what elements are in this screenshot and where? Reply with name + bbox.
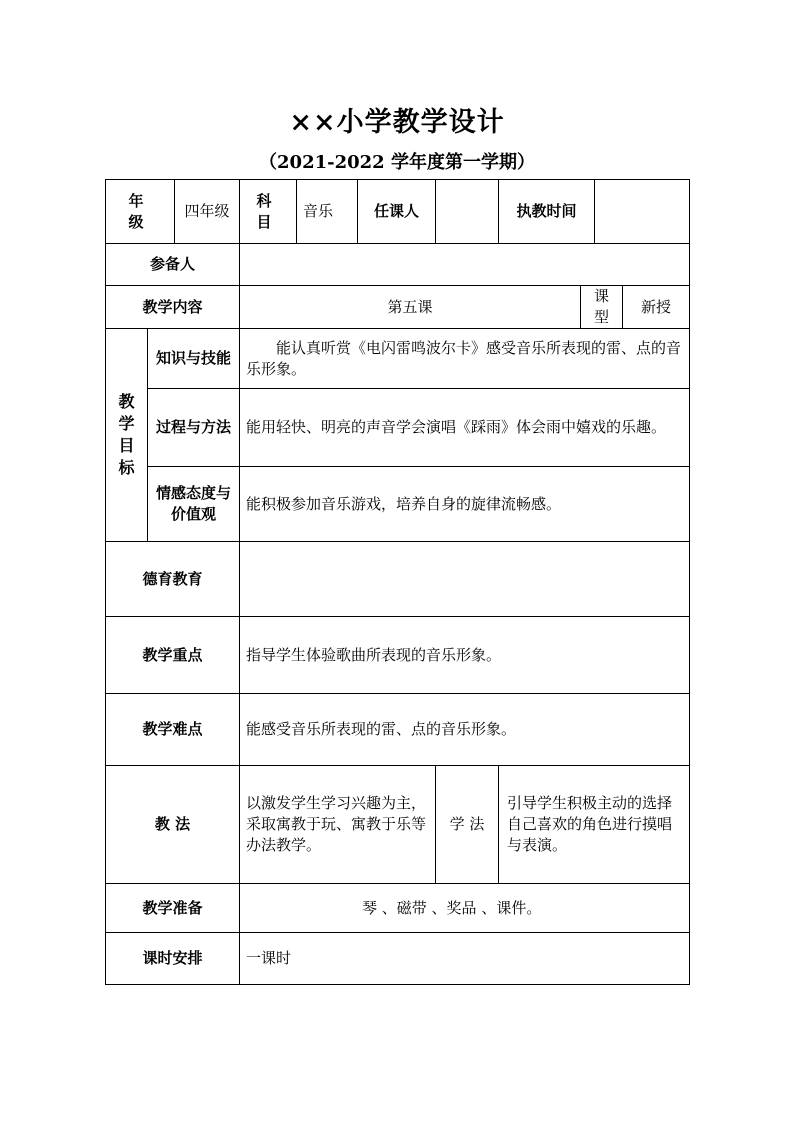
- participants-label: 参备人: [106, 244, 240, 286]
- row-goal-knowledge: [106, 329, 690, 389]
- key-points-value: 指导学生体验歌曲所表现的音乐形象。: [240, 617, 690, 694]
- subject-label: 科 目: [240, 180, 297, 244]
- grade-value: 四年级: [175, 180, 240, 244]
- content-value: 第五课: [240, 286, 581, 329]
- grade-label: 年 级: [106, 180, 175, 244]
- row-content: [106, 286, 690, 329]
- goals-label: [106, 329, 148, 542]
- lesson-plan-table: [105, 179, 690, 985]
- time-value: [595, 180, 690, 244]
- goal-process-label: 过程与方法: [148, 389, 240, 467]
- preparation-value: 琴 、磁带 、奖品 、课件。: [240, 884, 690, 933]
- teacher-label: 任课人: [358, 180, 436, 244]
- schedule-label: 课时安排: [106, 933, 240, 985]
- row-participants: [106, 244, 690, 286]
- difficulties-value: 能感受音乐所表现的雷、点的音乐形象。: [240, 694, 690, 766]
- goal-attitude-label: 情感态度与价值观: [148, 467, 240, 542]
- row-basic-info: [106, 180, 690, 244]
- teaching-method-label: 教 法: [106, 766, 240, 884]
- study-method-label: 学 法: [436, 766, 499, 884]
- subject-value: 音乐: [297, 180, 358, 244]
- document-subtitle: （2021-2022 学年度第一学期）: [259, 152, 535, 173]
- preparation-label: 教学准备: [106, 884, 240, 933]
- teacher-value: [436, 180, 499, 244]
- type-label: 课 型: [581, 286, 623, 329]
- goal-knowledge-label: 知识与技能: [148, 329, 240, 389]
- goal-attitude-text: 能积极参加音乐游戏，培养自身的旋律流畅感。: [240, 467, 690, 542]
- moral-label: 德育教育: [106, 542, 240, 617]
- teaching-method-value: 以激发学生学习兴趣为主，采取寓教于玩、寓教于乐等办法教学。: [240, 766, 436, 884]
- moral-value: [240, 542, 690, 617]
- row-moral: [106, 542, 690, 617]
- content-label: 教学内容: [106, 286, 240, 329]
- goals-label-text: 教学目标: [118, 392, 135, 477]
- participants-value: [240, 244, 690, 286]
- type-value: 新授: [623, 286, 690, 329]
- row-schedule: [106, 933, 690, 985]
- time-label: 执教时间: [499, 180, 595, 244]
- row-methods: [106, 766, 690, 884]
- document-title: ××小学教学设计: [289, 107, 505, 138]
- study-method-value: 引导学生积极主动的选择自己喜欢的角色进行摸唱与表演。: [499, 766, 690, 884]
- row-goal-process: [106, 389, 690, 467]
- row-preparation: [106, 884, 690, 933]
- schedule-value: 一课时: [240, 933, 690, 985]
- row-difficulties: [106, 694, 690, 766]
- goal-knowledge-text: 能认真听赏《电闪雷鸣波尔卡》感受音乐所表现的雷、点的音乐形象。: [240, 329, 690, 389]
- difficulties-label: 教学难点: [106, 694, 240, 766]
- row-goal-attitude: [106, 467, 690, 542]
- goal-process-text: 能用轻快、明亮的声音学会演唱《踩雨》体会雨中嬉戏的乐趣。: [240, 389, 690, 467]
- key-points-label: 教学重点: [106, 617, 240, 694]
- row-key-points: [106, 617, 690, 694]
